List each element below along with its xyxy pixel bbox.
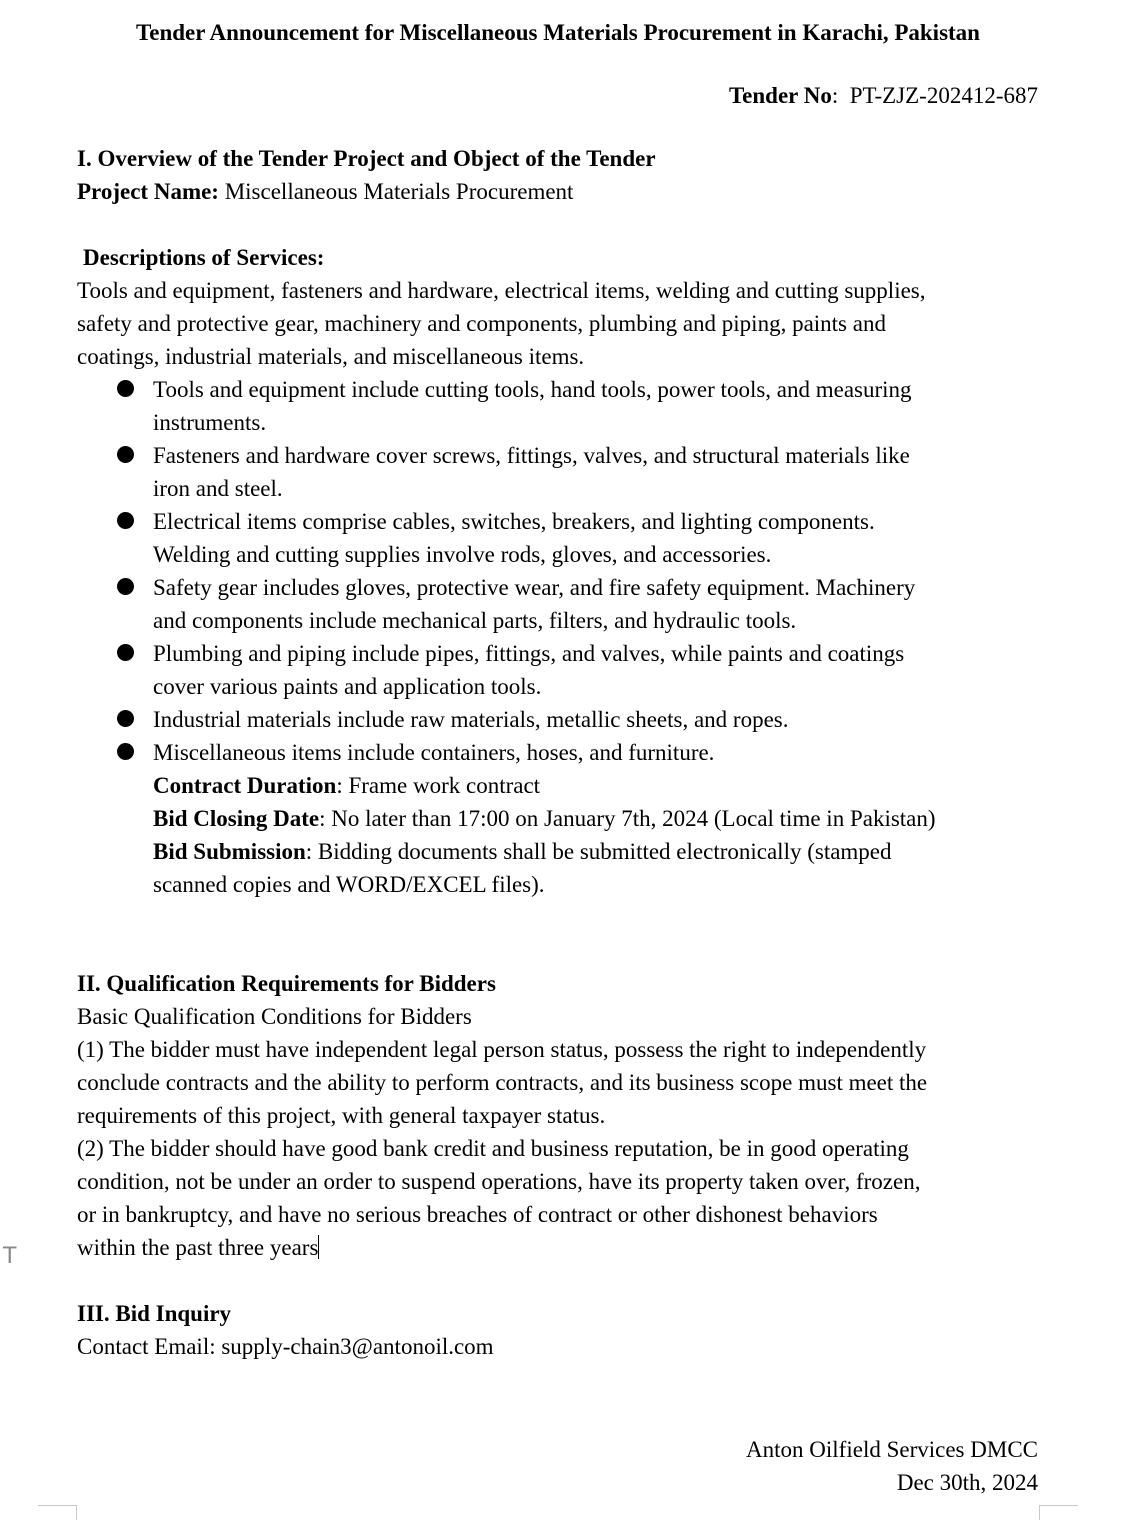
requirement-line: (1) The bidder must have independent legal person status, possess the right to independently — [77, 1037, 927, 1062]
bullet-text: Industrial materials include raw materials, metallic sheets, and ropes. — [153, 707, 789, 732]
bullet-icon — [117, 512, 134, 529]
bullet-text: instruments. — [153, 410, 267, 435]
bullet-text: and components include mechanical parts, filters, and hydraulic tools. — [153, 608, 797, 633]
services-bullet-list — [77, 373, 1037, 769]
bid-submission — [153, 835, 1037, 868]
requirement-line: condition, not be under an order to suspend operations, have its property taken over, frozen, — [77, 1169, 921, 1194]
contract-duration-value: : Frame work contract — [336, 773, 541, 798]
requirement-line: conclude contracts and the ability to perform contracts, and its business scope must meet the — [77, 1070, 928, 1095]
bid-closing-value: : No later than 17:00 on January 7th, 2024 (Local time in Pakistan) — [319, 806, 936, 831]
bullet-icon — [117, 446, 134, 463]
bid-closing-label: Bid Closing Date — [153, 806, 320, 831]
bullet-text: Electrical items comprise cables, switches, breakers, and lighting components. — [153, 509, 875, 534]
tender-number — [729, 79, 1038, 112]
project-name — [77, 175, 1037, 208]
services-line: safety and protective gear, machinery and components, plumbing and piping, paints and — [77, 311, 886, 336]
services-line: Tools and equipment, fasteners and hardware, electrical items, welding and cutting supplies, — [77, 278, 926, 303]
bullet-icon — [117, 743, 134, 760]
bullet-text: Plumbing and piping include pipes, fittings, and valves, while paints and coatings — [153, 641, 905, 666]
text-cursor — [318, 1235, 319, 1259]
requirement-line-text: within the past three years — [77, 1235, 319, 1260]
tender-number-value: PT-ZJZ-202412-687 — [849, 83, 1038, 108]
tender-number-label: Tender No — [728, 83, 832, 108]
page-corner-mark-left — [38, 1505, 77, 1520]
contract-duration-label: Contract Duration — [153, 773, 337, 798]
section3-heading: III. Bid Inquiry — [77, 1301, 232, 1326]
bid-closing-date — [153, 802, 1037, 835]
section2-heading: II. Qualification Requirements for Bidders — [77, 971, 496, 996]
signature-date: Dec 30th, 2024 — [896, 1470, 1038, 1495]
bullet-text: iron and steel. — [153, 476, 283, 501]
section2-subheading: Basic Qualification Conditions for Bidders — [77, 1004, 472, 1029]
contact-email[interactable]: Contact Email: supply-chain3@antonoil.com — [77, 1334, 494, 1359]
project-name-value: Miscellaneous Materials Procurement — [224, 179, 574, 204]
bullet-item — [77, 736, 1037, 769]
bullet-text: Fasteners and hardware cover screws, fittings, valves, and structural materials like — [153, 443, 910, 468]
project-name-label: Project Name: — [77, 179, 219, 204]
bullet-item — [77, 637, 1037, 703]
bullet-item — [77, 571, 1037, 637]
bullet-item — [77, 439, 1037, 505]
bullet-item — [77, 373, 1037, 439]
requirement-line: requirements of this project, with general taxpayer status. — [77, 1103, 606, 1128]
bullet-text: Welding and cutting supplies involve rods, gloves, and accessories. — [153, 542, 772, 567]
bid-submission-value-cont: scanned copies and WORD/EXCEL files). — [153, 872, 545, 897]
bullet-item — [77, 505, 1037, 571]
services-line: coatings, industrial materials, and miscellaneous items. — [77, 344, 585, 369]
document-body — [77, 142, 1037, 1363]
services-heading: Descriptions of Services: — [83, 245, 325, 270]
requirement-line: (2) The bidder should have good bank credit and business reputation, be in good operating — [77, 1136, 909, 1161]
bullet-text: Safety gear includes gloves, protective wear, and fire safety equipment. Machinery — [153, 575, 916, 600]
bullet-icon — [117, 578, 134, 595]
bullet-icon — [117, 710, 134, 727]
signature-company: Anton Oilfield Services DMCC — [746, 1437, 1038, 1462]
bullet-icon — [117, 380, 134, 397]
bullet-text: Miscellaneous items include containers, hoses, and furniture. — [153, 740, 715, 765]
contract-duration — [153, 769, 1037, 802]
bullet-text: Tools and equipment include cutting tools, hand tools, power tools, and measuring — [153, 377, 912, 402]
signature-block — [746, 1433, 1038, 1499]
tender-number-separator: : — [831, 83, 839, 108]
requirement-line: or in bankruptcy, and have no serious breaches of contract or other dishonest behaviors — [77, 1202, 878, 1227]
page-corner-mark-right — [1039, 1505, 1078, 1520]
document-title: Tender Announcement for Miscellaneous Materials Procurement in Karachi, Pakistan — [136, 20, 980, 45]
requirement-line-last[interactable] — [77, 1231, 1037, 1264]
section1-heading: I. Overview of the Tender Project and Object of the Tender — [77, 146, 656, 171]
margin-marker-icon: T — [3, 1244, 17, 1269]
bullet-item — [77, 703, 1037, 736]
bid-submission-value: : Bidding documents shall be submitted electronically (stamped — [305, 839, 892, 864]
bid-submission-label: Bid Submission — [153, 839, 306, 864]
bullet-text: cover various paints and application tools. — [153, 674, 542, 699]
bullet-icon — [117, 644, 134, 661]
